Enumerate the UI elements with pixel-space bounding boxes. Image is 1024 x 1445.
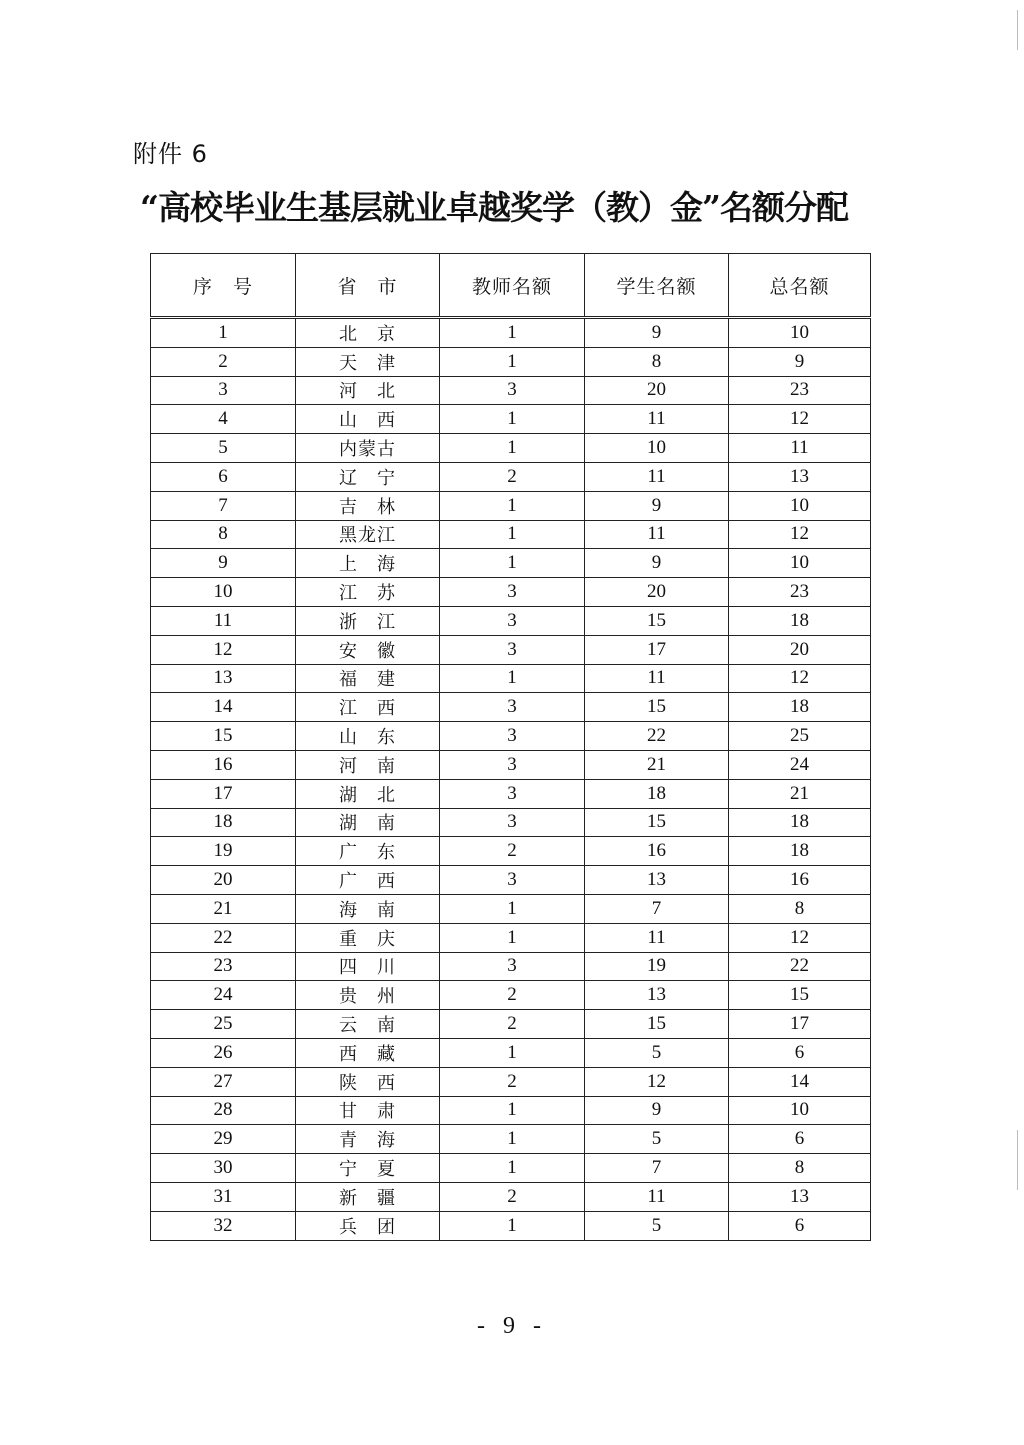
- cell-student-quota: 19: [585, 952, 729, 981]
- cell-total-quota: 21: [729, 779, 871, 808]
- cell-student-quota: 13: [585, 981, 729, 1010]
- cell-teacher-quota: 3: [440, 635, 585, 664]
- cell-province: 海 南: [296, 894, 440, 923]
- cell-teacher-quota: 3: [440, 779, 585, 808]
- cell-total-quota: 8: [729, 1154, 871, 1183]
- cell-province: 江 西: [296, 693, 440, 722]
- cell-province: 陕 西: [296, 1067, 440, 1096]
- cell-student-quota: 22: [585, 722, 729, 751]
- cell-teacher-quota: 1: [440, 549, 585, 578]
- cell-student-quota: 10: [585, 434, 729, 463]
- cell-total-quota: 6: [729, 1038, 871, 1067]
- scan-edge-mark: [1017, 10, 1018, 50]
- cell-total-quota: 23: [729, 578, 871, 607]
- cell-serial-number: 21: [151, 894, 296, 923]
- table-row: [151, 894, 871, 923]
- table-row: [151, 318, 871, 348]
- cell-serial-number: 4: [151, 405, 296, 434]
- cell-serial-number: 32: [151, 1211, 296, 1240]
- cell-province: 北 京: [296, 318, 440, 348]
- cell-province: 上 海: [296, 549, 440, 578]
- header-student-quota: 学生名额: [585, 254, 729, 318]
- table-row: [151, 779, 871, 808]
- cell-teacher-quota: 1: [440, 1038, 585, 1067]
- cell-student-quota: 13: [585, 866, 729, 895]
- table-row: [151, 578, 871, 607]
- cell-teacher-quota: 2: [440, 1182, 585, 1211]
- cell-serial-number: 6: [151, 462, 296, 491]
- cell-total-quota: 18: [729, 693, 871, 722]
- cell-total-quota: 16: [729, 866, 871, 895]
- cell-student-quota: 21: [585, 750, 729, 779]
- cell-student-quota: 7: [585, 894, 729, 923]
- cell-total-quota: 18: [729, 606, 871, 635]
- cell-student-quota: 17: [585, 635, 729, 664]
- table-row: [151, 1010, 871, 1039]
- cell-total-quota: 12: [729, 520, 871, 549]
- cell-total-quota: 11: [729, 434, 871, 463]
- cell-serial-number: 14: [151, 693, 296, 722]
- cell-total-quota: 10: [729, 549, 871, 578]
- cell-teacher-quota: 2: [440, 837, 585, 866]
- cell-total-quota: 6: [729, 1125, 871, 1154]
- cell-teacher-quota: 1: [440, 491, 585, 520]
- cell-total-quota: 10: [729, 318, 871, 348]
- cell-province: 广 西: [296, 866, 440, 895]
- cell-total-quota: 12: [729, 923, 871, 952]
- cell-teacher-quota: 1: [440, 894, 585, 923]
- cell-student-quota: 11: [585, 405, 729, 434]
- cell-total-quota: 12: [729, 405, 871, 434]
- table-row: [151, 750, 871, 779]
- cell-province: 黑龙江: [296, 520, 440, 549]
- table-row: [151, 520, 871, 549]
- cell-serial-number: 23: [151, 952, 296, 981]
- table-row: [151, 664, 871, 693]
- cell-serial-number: 2: [151, 347, 296, 376]
- cell-province: 安 徽: [296, 635, 440, 664]
- cell-student-quota: 5: [585, 1211, 729, 1240]
- cell-province: 贵 州: [296, 981, 440, 1010]
- cell-student-quota: 11: [585, 462, 729, 491]
- cell-teacher-quota: 1: [440, 664, 585, 693]
- cell-province: 云 南: [296, 1010, 440, 1039]
- cell-serial-number: 30: [151, 1154, 296, 1183]
- page-number: - 9 -: [477, 1313, 547, 1339]
- cell-teacher-quota: 1: [440, 434, 585, 463]
- cell-student-quota: 7: [585, 1154, 729, 1183]
- cell-teacher-quota: 2: [440, 462, 585, 491]
- cell-serial-number: 31: [151, 1182, 296, 1211]
- cell-province: 重 庆: [296, 923, 440, 952]
- cell-serial-number: 15: [151, 722, 296, 751]
- cell-teacher-quota: 3: [440, 376, 585, 405]
- cell-serial-number: 10: [151, 578, 296, 607]
- cell-serial-number: 11: [151, 606, 296, 635]
- cell-student-quota: 9: [585, 1096, 729, 1125]
- cell-student-quota: 8: [585, 347, 729, 376]
- cell-teacher-quota: 1: [440, 1211, 585, 1240]
- cell-serial-number: 20: [151, 866, 296, 895]
- cell-student-quota: 18: [585, 779, 729, 808]
- table-row: [151, 722, 871, 751]
- cell-serial-number: 12: [151, 635, 296, 664]
- cell-serial-number: 28: [151, 1096, 296, 1125]
- cell-province: 西 藏: [296, 1038, 440, 1067]
- cell-student-quota: 15: [585, 808, 729, 837]
- table-row: [151, 405, 871, 434]
- header-serial-number: 序 号: [151, 254, 296, 318]
- table-row: [151, 808, 871, 837]
- cell-total-quota: 18: [729, 837, 871, 866]
- cell-province: 山 西: [296, 405, 440, 434]
- cell-province: 山 东: [296, 722, 440, 751]
- cell-province: 湖 南: [296, 808, 440, 837]
- table-row: [151, 837, 871, 866]
- cell-serial-number: 26: [151, 1038, 296, 1067]
- cell-serial-number: 25: [151, 1010, 296, 1039]
- table-row: [151, 1096, 871, 1125]
- cell-total-quota: 9: [729, 347, 871, 376]
- cell-serial-number: 17: [151, 779, 296, 808]
- table-row: [151, 606, 871, 635]
- table-row: [151, 1211, 871, 1240]
- table-row: [151, 1154, 871, 1183]
- table-row: [151, 549, 871, 578]
- table-row: [151, 376, 871, 405]
- cell-teacher-quota: 1: [440, 1096, 585, 1125]
- cell-province: 广 东: [296, 837, 440, 866]
- table-row: [151, 693, 871, 722]
- cell-total-quota: 18: [729, 808, 871, 837]
- table-row: [151, 923, 871, 952]
- cell-serial-number: 13: [151, 664, 296, 693]
- cell-serial-number: 1: [151, 318, 296, 348]
- cell-serial-number: 9: [151, 549, 296, 578]
- cell-teacher-quota: 1: [440, 1125, 585, 1154]
- table-row: [151, 347, 871, 376]
- cell-province: 青 海: [296, 1125, 440, 1154]
- cell-total-quota: 25: [729, 722, 871, 751]
- cell-teacher-quota: 3: [440, 808, 585, 837]
- cell-student-quota: 20: [585, 578, 729, 607]
- cell-teacher-quota: 1: [440, 1154, 585, 1183]
- cell-serial-number: 27: [151, 1067, 296, 1096]
- cell-student-quota: 5: [585, 1038, 729, 1067]
- table-row: [151, 866, 871, 895]
- cell-teacher-quota: 3: [440, 693, 585, 722]
- cell-serial-number: 29: [151, 1125, 296, 1154]
- table-row: [151, 981, 871, 1010]
- cell-student-quota: 11: [585, 664, 729, 693]
- table-row: [151, 1038, 871, 1067]
- cell-teacher-quota: 1: [440, 318, 585, 348]
- cell-province: 甘 肃: [296, 1096, 440, 1125]
- header-total-quota: 总名额: [729, 254, 871, 318]
- table-row: [151, 1125, 871, 1154]
- cell-teacher-quota: 1: [440, 405, 585, 434]
- cell-serial-number: 5: [151, 434, 296, 463]
- cell-student-quota: 16: [585, 837, 729, 866]
- cell-total-quota: 23: [729, 376, 871, 405]
- cell-province: 湖 北: [296, 779, 440, 808]
- cell-province: 辽 宁: [296, 462, 440, 491]
- cell-teacher-quota: 3: [440, 750, 585, 779]
- cell-province: 河 北: [296, 376, 440, 405]
- cell-province: 江 苏: [296, 578, 440, 607]
- cell-student-quota: 15: [585, 1010, 729, 1039]
- quota-allocation-table: [150, 253, 871, 1241]
- table-row: [151, 491, 871, 520]
- cell-student-quota: 9: [585, 318, 729, 348]
- cell-province: 内蒙古: [296, 434, 440, 463]
- cell-province: 新 疆: [296, 1182, 440, 1211]
- cell-total-quota: 14: [729, 1067, 871, 1096]
- scan-edge-mark: [1017, 1130, 1018, 1190]
- cell-total-quota: 13: [729, 1182, 871, 1211]
- table-row: [151, 952, 871, 981]
- table-row: [151, 434, 871, 463]
- cell-province: 浙 江: [296, 606, 440, 635]
- cell-total-quota: 24: [729, 750, 871, 779]
- cell-serial-number: 3: [151, 376, 296, 405]
- header-province: 省 市: [296, 254, 440, 318]
- cell-student-quota: 12: [585, 1067, 729, 1096]
- header-teacher-quota: 教师名额: [440, 254, 585, 318]
- cell-student-quota: 9: [585, 491, 729, 520]
- cell-teacher-quota: 2: [440, 1067, 585, 1096]
- table-header-row: [151, 254, 871, 318]
- cell-total-quota: 22: [729, 952, 871, 981]
- cell-serial-number: 16: [151, 750, 296, 779]
- cell-teacher-quota: 3: [440, 578, 585, 607]
- cell-province: 四 川: [296, 952, 440, 981]
- cell-teacher-quota: 1: [440, 347, 585, 376]
- cell-teacher-quota: 3: [440, 866, 585, 895]
- attachment-label: 附件 6: [133, 140, 208, 168]
- cell-total-quota: 13: [729, 462, 871, 491]
- cell-student-quota: 15: [585, 606, 729, 635]
- cell-total-quota: 6: [729, 1211, 871, 1240]
- cell-teacher-quota: 2: [440, 1010, 585, 1039]
- cell-student-quota: 15: [585, 693, 729, 722]
- cell-serial-number: 7: [151, 491, 296, 520]
- table-row: [151, 635, 871, 664]
- cell-student-quota: 11: [585, 520, 729, 549]
- cell-total-quota: 8: [729, 894, 871, 923]
- cell-province: 吉 林: [296, 491, 440, 520]
- cell-province: 兵 团: [296, 1211, 440, 1240]
- cell-total-quota: 20: [729, 635, 871, 664]
- cell-student-quota: 20: [585, 376, 729, 405]
- table-row: [151, 1067, 871, 1096]
- cell-teacher-quota: 2: [440, 981, 585, 1010]
- cell-serial-number: 22: [151, 923, 296, 952]
- cell-total-quota: 15: [729, 981, 871, 1010]
- table-body: [151, 318, 871, 1241]
- cell-serial-number: 24: [151, 981, 296, 1010]
- cell-total-quota: 10: [729, 1096, 871, 1125]
- cell-province: 河 南: [296, 750, 440, 779]
- table-row: [151, 1182, 871, 1211]
- cell-province: 宁 夏: [296, 1154, 440, 1183]
- cell-student-quota: 11: [585, 1182, 729, 1211]
- cell-province: 福 建: [296, 664, 440, 693]
- cell-total-quota: 12: [729, 664, 871, 693]
- table-row: [151, 462, 871, 491]
- cell-student-quota: 9: [585, 549, 729, 578]
- cell-total-quota: 10: [729, 491, 871, 520]
- cell-teacher-quota: 1: [440, 520, 585, 549]
- cell-serial-number: 8: [151, 520, 296, 549]
- cell-serial-number: 18: [151, 808, 296, 837]
- cell-teacher-quota: 1: [440, 923, 585, 952]
- cell-province: 天 津: [296, 347, 440, 376]
- cell-teacher-quota: 3: [440, 952, 585, 981]
- cell-teacher-quota: 3: [440, 606, 585, 635]
- cell-student-quota: 11: [585, 923, 729, 952]
- cell-student-quota: 5: [585, 1125, 729, 1154]
- cell-teacher-quota: 3: [440, 722, 585, 751]
- document-title: “高校毕业生基层就业卓越奖学（教）金”名额分配: [140, 188, 848, 227]
- cell-total-quota: 17: [729, 1010, 871, 1039]
- cell-serial-number: 19: [151, 837, 296, 866]
